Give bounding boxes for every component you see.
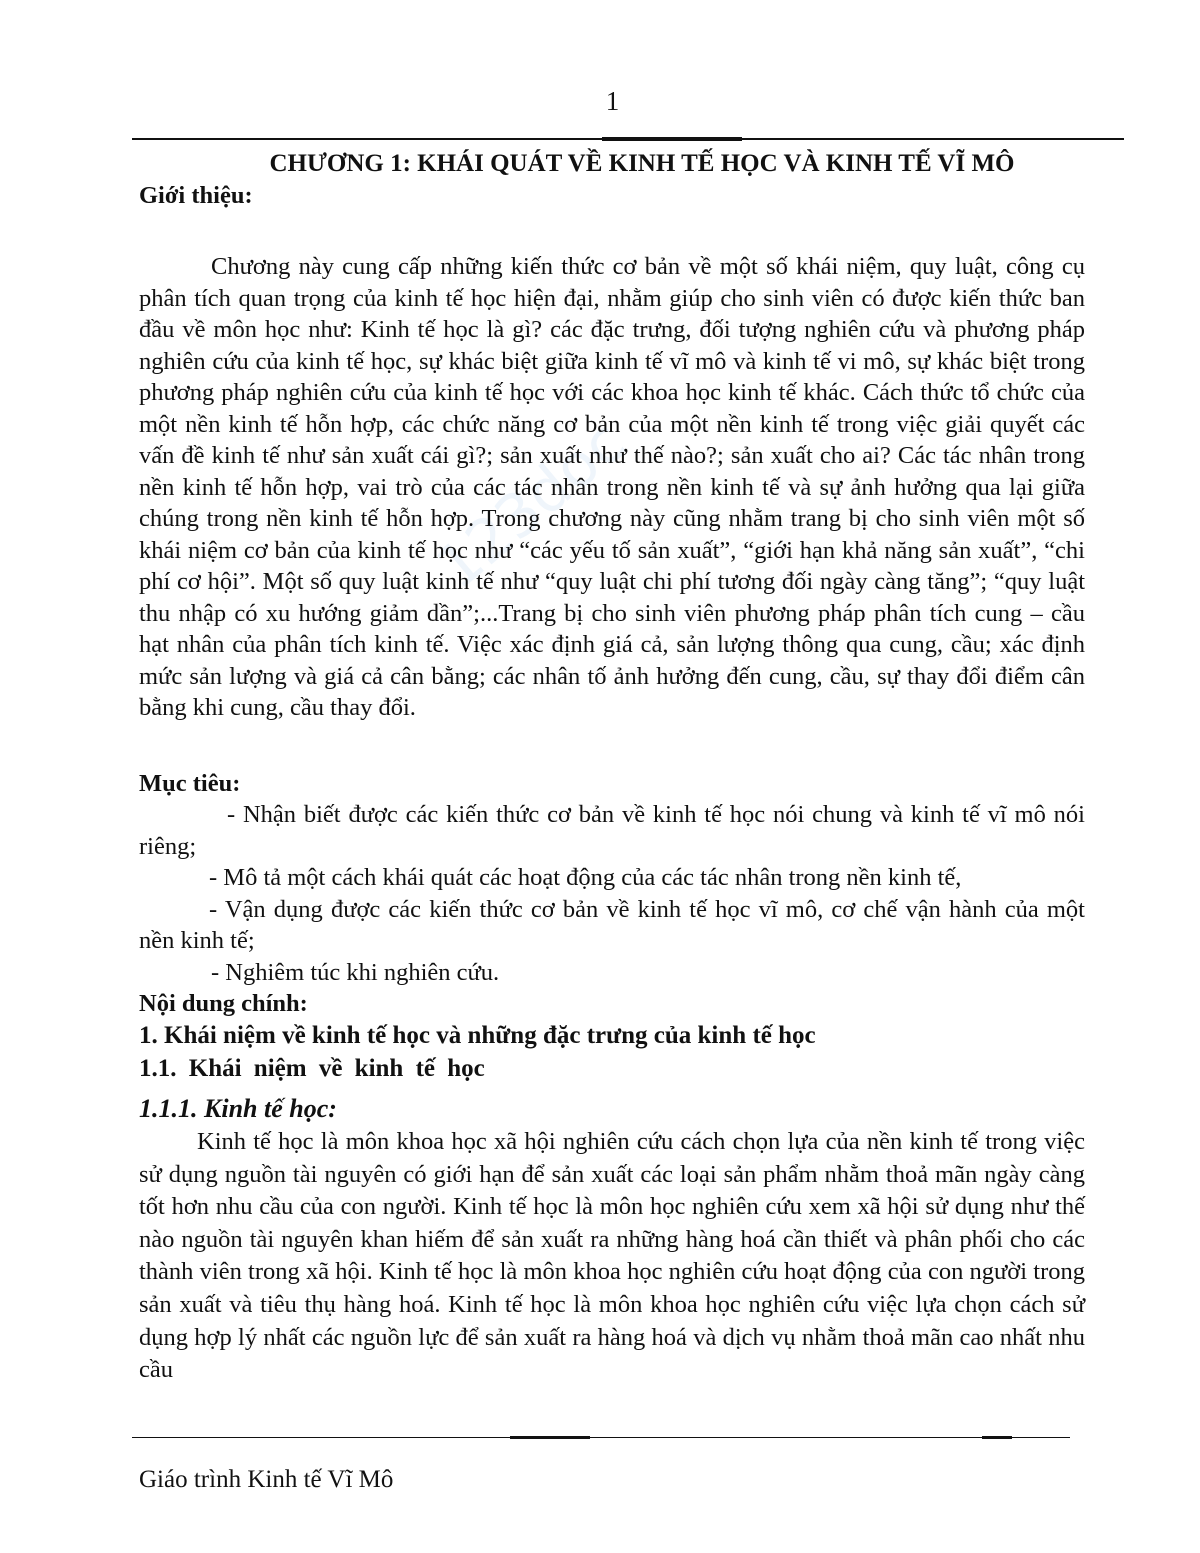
objective-item: - Nghiêm túc khi nghiên cứu. [211, 958, 500, 986]
objective-item: - Mô tả một cách khái quát các hoạt động của các tác nhân trong nền kinh tế, [209, 864, 962, 891]
watermark: 123doc [423, 406, 639, 604]
footer-rule [132, 1437, 1070, 1438]
intro-paragraph: Chương này cung cấp những kiến thức cơ bản về một số khái niệm, quy luật, công cụ phân tích quan trọng của kinh tế học hiện đại, nhằm giúp cho sinh viên có được kiến thức ban đầu về môn học như: Kinh tế học là gì? các đặc trưng, đối tượng nghiên cứu và phương pháp nghiên cứu của kinh tế học, sự khác biệt giữa kinh tế vĩ mô và kinh tế vi mô, sự khác biệt trong phương pháp nghiên cứu của kinh tế học với các khoa học kinh tế khác. Cách thức tổ chức của một nền kinh tế hỗn hợp, các chức năng cơ bản của một nền kinh tế trong việc giải quyết các vấn đề kinh tế như sản xuất cái gì?; sản xuất như thế nào?; sản xuất cho ai? Các tác nhân trong nền kinh tế hỗn hợp, vai trò của các tác nhân trong nền kinh tế và sự ảnh hưởng qua lại giữa chúng trong nền kinh tế hỗn hợp. Trong chương này cũng nhằm trang bị cho sinh viên một số khái niệm cơ bản của kinh tế học như “các yếu tố sản xuất”, “giới hạn khả năng sản xuất”, “chi phí cơ hội”. Một số quy luật kinh tế như “quy luật chi phí tương đối ngày càng tăng”; “quy luật thu nhập có xu hướng giảm dần”;...Trang bị cho sinh viên phương pháp phân tích cung – cầu hạt nhân của phân tích kinh tế. Việc xác định giá cả, sản lượng thông qua cung, cầu; xác định mức sản lượng và giá cả cân bằng; các nhân tố ảnh hưởng đến cung, cầu, sự thay đổi điểm cân bằng khi cung, cầu thay đổi. [139, 253, 1085, 721]
chapter-title: CHƯƠNG 1: KHÁI QUÁT VỀ KINH TẾ HỌC VÀ KINH TẾ VĨ MÔ [269, 150, 1015, 177]
section-1-heading: 1. Khái niệm về kinh tế học và những đặc trưng của kinh tế học [139, 1021, 816, 1049]
main-content-heading: Nội dung chính: [139, 990, 308, 1017]
page-number: 1 [605, 86, 620, 116]
objective-item: - Nhận biết được các kiến thức cơ bản về kinh tế học nói chung và kinh tế vĩ mô nói riêng; [139, 801, 1085, 860]
intro-heading: Giới thiệu: [139, 181, 253, 209]
page-content [139, 148, 1085, 1387]
definition-paragraph: Kinh tế học là môn khoa học xã hội nghiên cứu cách chọn lựa của nền kinh tế trong việc sử dụng nguồn tài nguyên có giới hạn để sản xuất các loại sản phẩm nhằm thoả mãn ngày càng tốt hơn nhu cầu của con người. Kinh tế học là môn học nghiên cứu xem xã hội sử dụng như thế nào nguồn tài nguyên khan hiếm để sản xuất ra những hàng hoá cần thiết và phân phối cho các thành viên trong xã hội. Kinh tế học là môn khoa học nghiên cứu hoạt động của con người trong sản xuất và tiêu thụ hàng hoá. Kinh tế học là môn khoa học nghiên cứu việc lựa chọn cách sử dụng hợp lý nhất các nguồn lực để sản xuất ra hàng hoá và dịch vụ nhằm thoả mãn cao nhất nhu cầu [139, 1128, 1085, 1384]
footer-title: Giáo trình Kinh tế Vĩ Mô [139, 1466, 394, 1493]
section-1-1-1-heading: 1.1.1. Kinh tế học: [139, 1093, 337, 1123]
objectives-heading: Mục tiêu: [139, 769, 241, 797]
objective-item: - Vận dụng được các kiến thức cơ bản về kinh tế học vĩ mô, cơ chế vận hành của một nền kinh tế; [139, 895, 1085, 954]
header-rule [132, 138, 1124, 140]
section-1-1-heading: 1.1. Khái niệm về kinh tế học [139, 1055, 485, 1082]
